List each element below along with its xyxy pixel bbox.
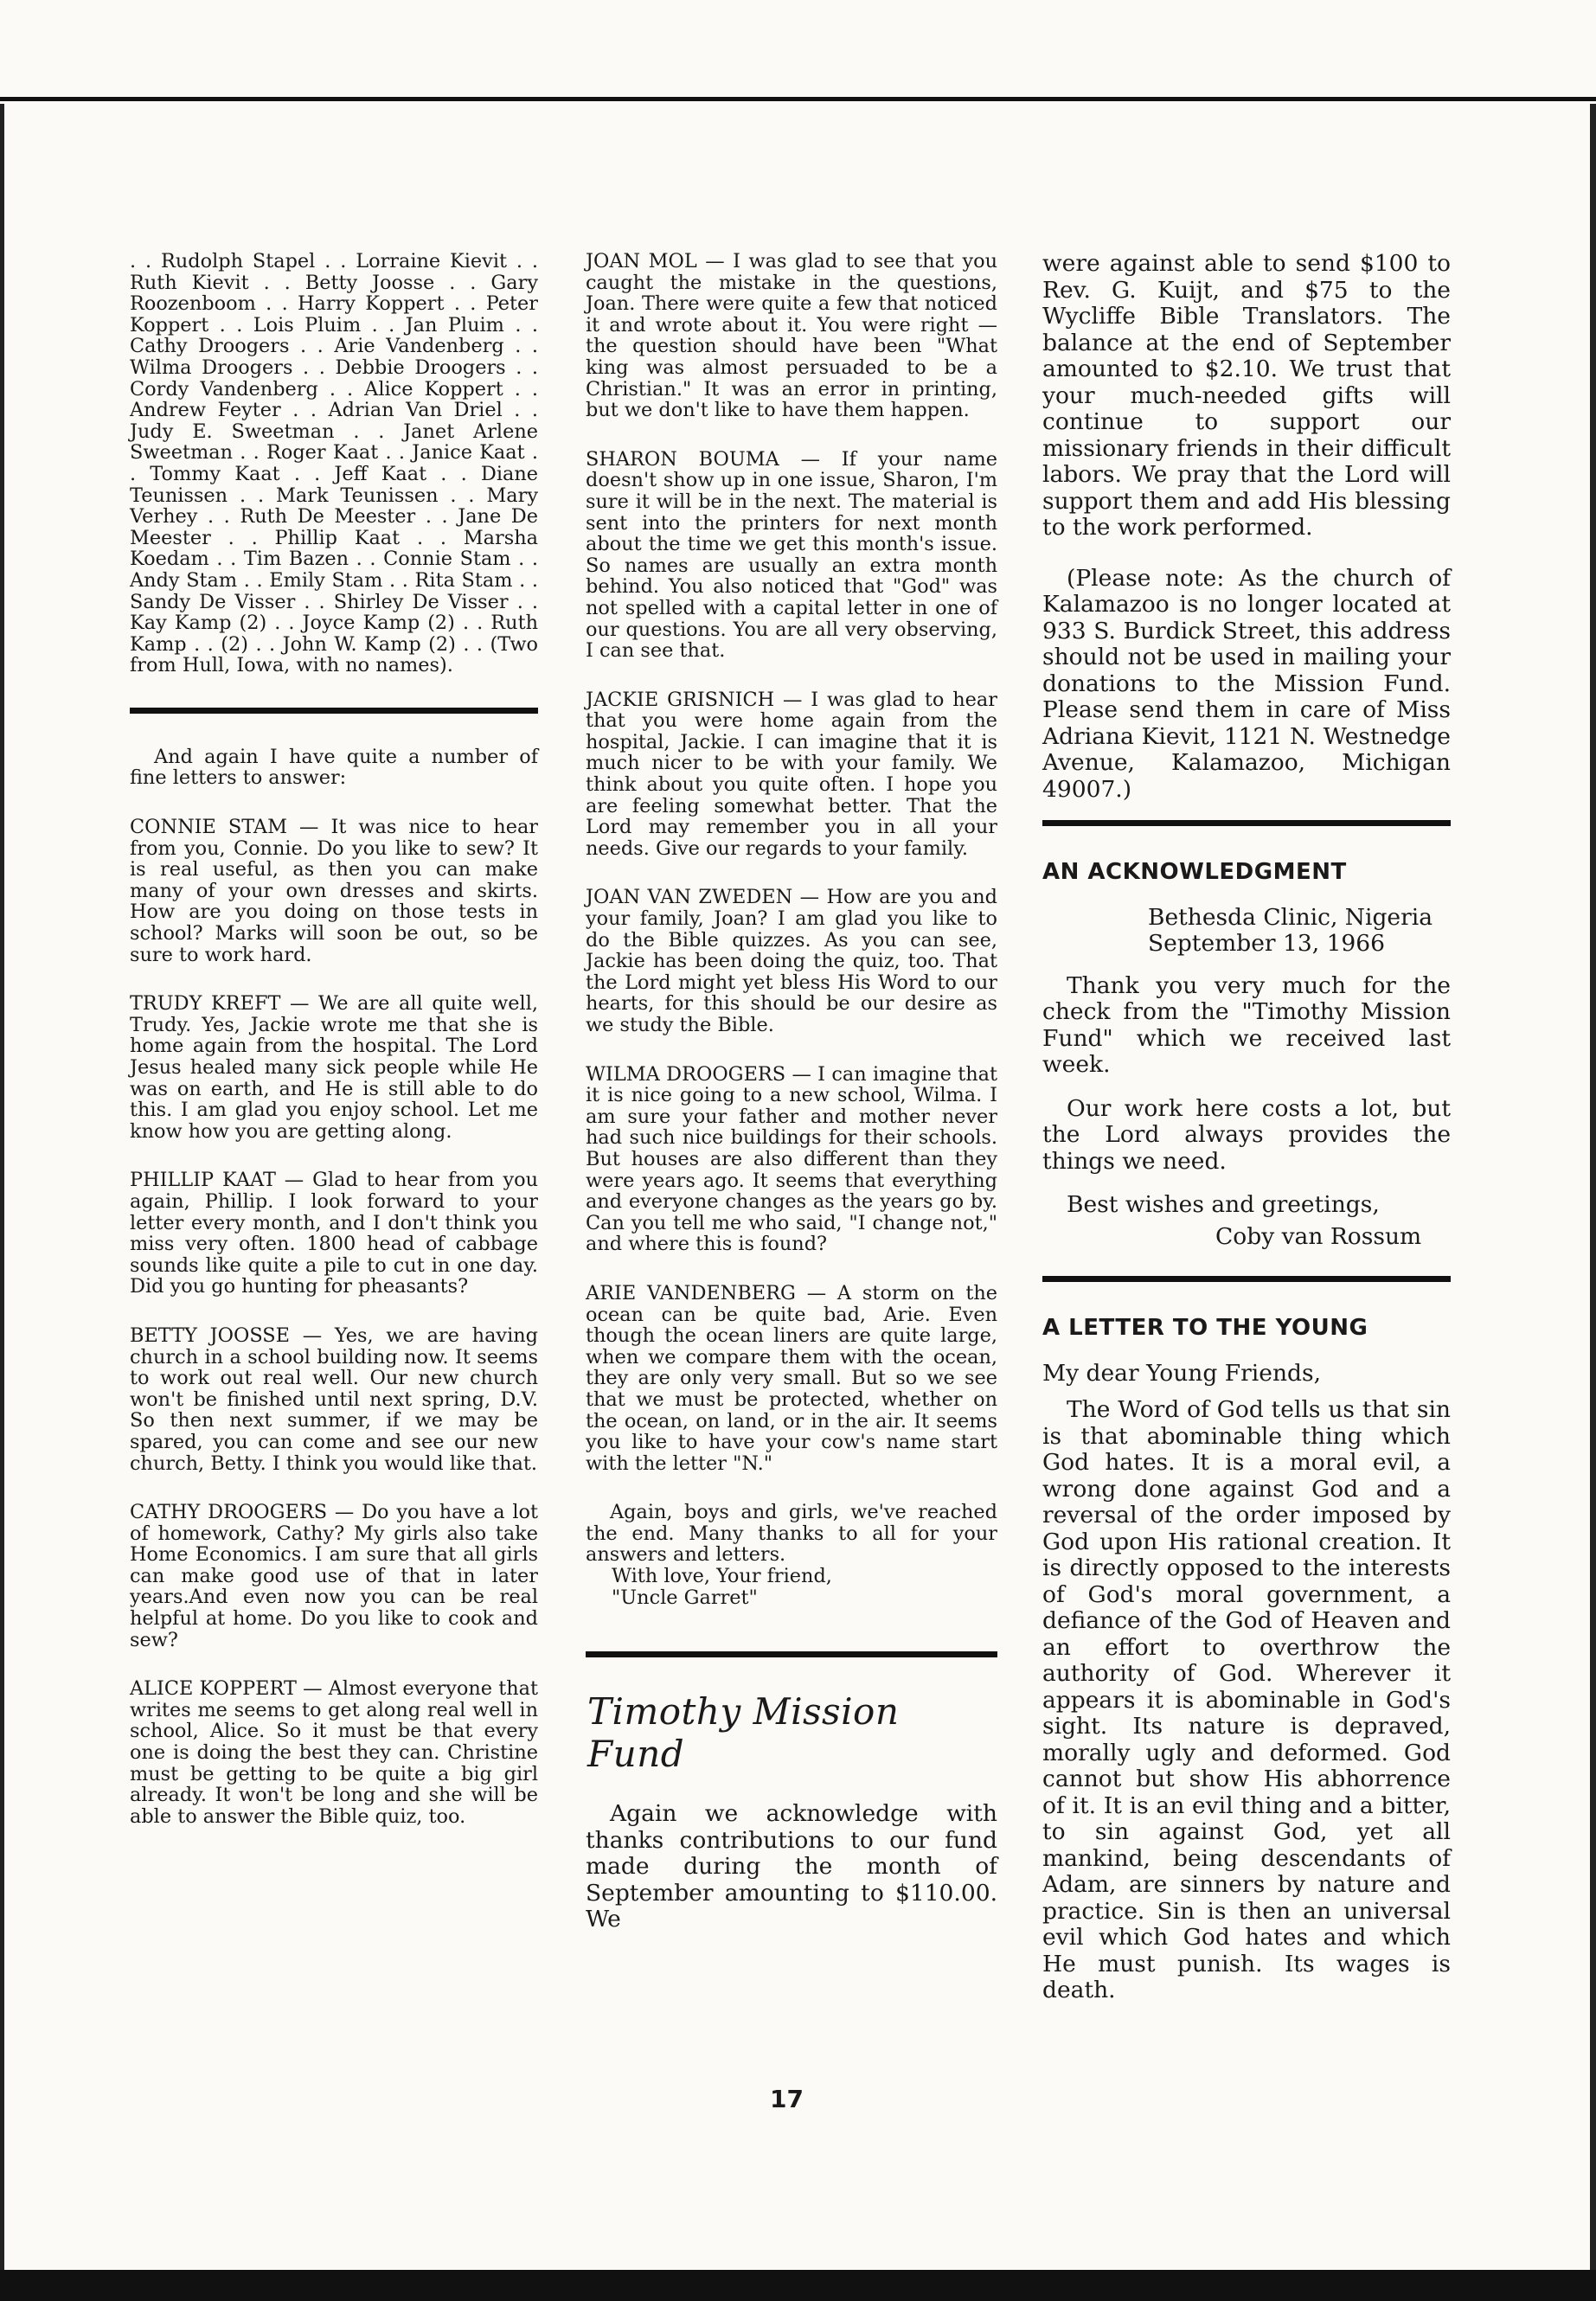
fund-text: Again we acknowledge with thanks contributions to our fund made during the month of September amounting to $110.00. We <box>586 1800 997 1933</box>
letter-reply: BETTY JOOSSE — Yes, we are having church in a school building now. It seems to work out real well. Our new church won't be finished until next spring, D.V. So then next summer, if we may be spared, you can come and see our new church, Betty. I think you would like that. <box>130 1324 538 1475</box>
letter-reply: JOAN MOL — I was glad to see that you caught the mistake in the questions, Joan. There were quite a few that noticed it and wrote about it. You were right — the question should have been "What king was almost persuaded to be a Christian." It was an error in printing, but we don't like to have them happen. <box>586 250 997 422</box>
acknowledgment-text: Thank you very much for the check from the "Timothy Mission Fund" which we received last week. <box>1042 971 1451 1078</box>
letter-body: The Word of God tells us that sin is that abominable thing which God hates. It is a moral evil, a wrong done against God and a reversal of the order imposed by God upon His rational creation. It is directly opposed to the interests of God's moral government, a defiance of the God of Heaven and an effort to overthrow the authority of God. Wherever it appears it is abominable in God's sight. Its nature is depraved, morally ugly and deformed. God cannot but show His abhorrence of it. It is an evil thing and a bitter, to sin against God, yet all mankind, being descendants of Adam, are sinners by nature and practice. Sin is then an universal evil which God hates and which He must punish. Its wages is death. <box>1042 1396 1451 2003</box>
letter-reply: ARIE VANDENBERG — A storm on the ocean can be quite bad, Arie. Even though the ocean liners are quite large, when we compare them with the ocean, they are only very small. But so we see that we must be protected, whether on the ocean, on land, or in the air. It seems you like to have your cow's name start with the letter "N." <box>586 1281 997 1475</box>
letter-reply: JACKIE GRISNICH — I was glad to hear that you were home again from the hospital, Jackie. I can imagine that it is much nicer to be with your family. We think about you quite often. I hope you are feeling somewhat better. That the Lord may remember you in all your needs. Give our regards to your family. <box>586 688 997 860</box>
scan-edge-left <box>0 104 4 2275</box>
fund-note: (Please note: As the church of Kalamazoo is no longer located at 933 S. Burdick Street, this address should not be used in mailing your donations to the Mission Fund. Please send them in care of Miss Adriana Kievit, 1121 N. Westnedge Avenue, Kalamazoo, Michigan 49007.) <box>1042 564 1451 803</box>
divider-rule <box>1042 1276 1451 1282</box>
closing-sign-off: With love, Your friend, <box>612 1565 832 1588</box>
letter-heading: A LETTER TO THE YOUNG <box>1042 1315 1368 1341</box>
letter-reply: JOAN VAN ZWEDEN — How are you and your family, Joan? I am glad you like to do the Bible quizzes. As you can see, Jackie has been doing the quiz, too. That the Lord might yet bless His Word to our hearts, for this should be our desire as we study the Bible. <box>586 886 997 1036</box>
acknowledgment-date: September 13, 1966 <box>1148 930 1386 957</box>
scan-edge-bottom <box>0 2270 1596 2301</box>
fund-title: Timothy Mission Fund <box>587 1690 900 1776</box>
divider-rule <box>1042 820 1451 826</box>
acknowledgment-signature: Coby van Rossum <box>1215 1222 1422 1250</box>
letter-salutation: My dear Young Friends, <box>1042 1359 1321 1387</box>
letter-reply: PHILLIP KAAT — Glad to hear from you again, Phillip. I look forward to your letter every month, and I don't think you miss very often. 1800 head of cabbage sounds like quite a pile to cut in one day. Did you go hunting for pheasants? <box>130 1169 538 1298</box>
letter-reply: CONNIE STAM — It was nice to hear from you, Connie. Do you like to sew? It is real useful, as then you can make many of your own dresses and skirts. How are you doing on those tests in school? Marks will soon be out, so be sure to work hard. <box>130 816 538 966</box>
column-left <box>130 251 538 1855</box>
column-middle <box>586 251 997 1951</box>
closing-text: Again, boys and girls, we've reached the end. Many thanks to all for your answers and letters. <box>586 1501 997 1567</box>
divider-rule <box>586 1651 997 1657</box>
letter-reply: CATHY DROOGERS — Do you have a lot of homework, Cathy? My girls also take Home Economics. I am sure that all girls can make good use of that in later years.And even now you can be real helpful at home. Do you like to cook and sew? <box>130 1501 538 1651</box>
letter-reply: SHARON BOUMA — If your name doesn't show up in one issue, Sharon, I'm sure it will be in the next. The material is sent into the printers for next month about the time we get this month's issue. So names are usually an extra month behind. You also noticed that "God" was not spelled with a capital letter in one of our questions. You are all very observing, I can see that. <box>586 447 997 663</box>
acknowledgment-text: Our work here costs a lot, but the Lord always provides the things we need. <box>1042 1094 1451 1175</box>
divider-rule <box>130 708 538 714</box>
closing-block <box>586 1502 997 1608</box>
letter-reply: TRUDY KREFT — We are all quite well, Trudy. Yes, Jackie wrote me that she is home again from the hospital. The Lord Jesus healed many sick people while He was on earth, and He is still able to do this. I am glad you enjoy school. Let me know how you are getting along. <box>130 992 538 1143</box>
letter-reply: WILMA DROOGERS — I can imagine that it is nice going to a new school, Wilma. I am sure your father and mother never had such nice buildings for their schools. But houses are also different than they were years ago. It seems that everything and everyone changes as the years go by. Can you tell me who said, "I change not," and where this is found? <box>586 1062 997 1256</box>
fund-text-continued: were against able to send $100 to Rev. G. Kuijt, and $75 to the Wycliffe Bible Translators. The balance at the end of September amounted to $2.10. We trust that your much-needed gifts will continue to support our missionary friends in their difficult labors. We pray that the Lord will support them and add His blessing to the work performed. <box>1042 250 1451 541</box>
acknowledgment-heading: AN ACKNOWLEDGMENT <box>1042 859 1347 885</box>
names-list: . . Rudolph Stapel . . Lorraine Kievit . . Ruth Kievit . . Betty Joosse . . Gary Roozenboom . . Harry Koppert . . Peter Koppert . . Lois Pluim . . Jan Pluim . . Cathy Droogers . . Arie Vandenberg . . Wilma Droogers . . Debbie Droogers . . Cordy Vandenberg . . Alice Koppert . . Andrew Feyter . . Adrian Van Driel . . Judy E. Sweetman . . Janet Arlene Sweetman . . Roger Kaat . . Janice Kaat . . Tommy Kaat . . Jeff Kaat . . Diane Teunissen . . Mark Teunissen . . Mary Verhey . . Ruth De Meester . . Jane De Meester . . Phillip Kaat . . Marsha Koedam . . Tim Bazen . . Connie Stam . . Andy Stam . . Emily Stam . . Rita Stam . . Sandy De Visser . . Shirley De Visser . . Kay Kamp (2) . . Joyce Kamp (2) . . Ruth Kamp . . (2) . . John W. Kamp (2) . . (Two from Hull, Iowa, with no names). <box>130 250 538 677</box>
scan-edge-top <box>0 97 1596 101</box>
closing-signature: "Uncle Garret" <box>612 1586 758 1609</box>
acknowledgment-greeting: Best wishes and greetings, <box>1067 1191 1380 1218</box>
letters-intro: And again I have quite a number of fine letters to answer: <box>130 745 538 790</box>
column-right <box>1042 251 1451 2022</box>
acknowledgment-place: Bethesda Clinic, Nigeria <box>1148 903 1433 931</box>
page-number: 17 <box>770 2085 804 2113</box>
letter-reply: ALICE KOPPERT — Almost everyone that writes me seems to get along real well in school, Alice. So it must be that every one is doing the best they can. Christine must be getting to be quite a big girl already. It won't be long and she will be able to answer the Bible quiz, too. <box>130 1677 538 1828</box>
scan-edge-right <box>1590 104 1596 2275</box>
